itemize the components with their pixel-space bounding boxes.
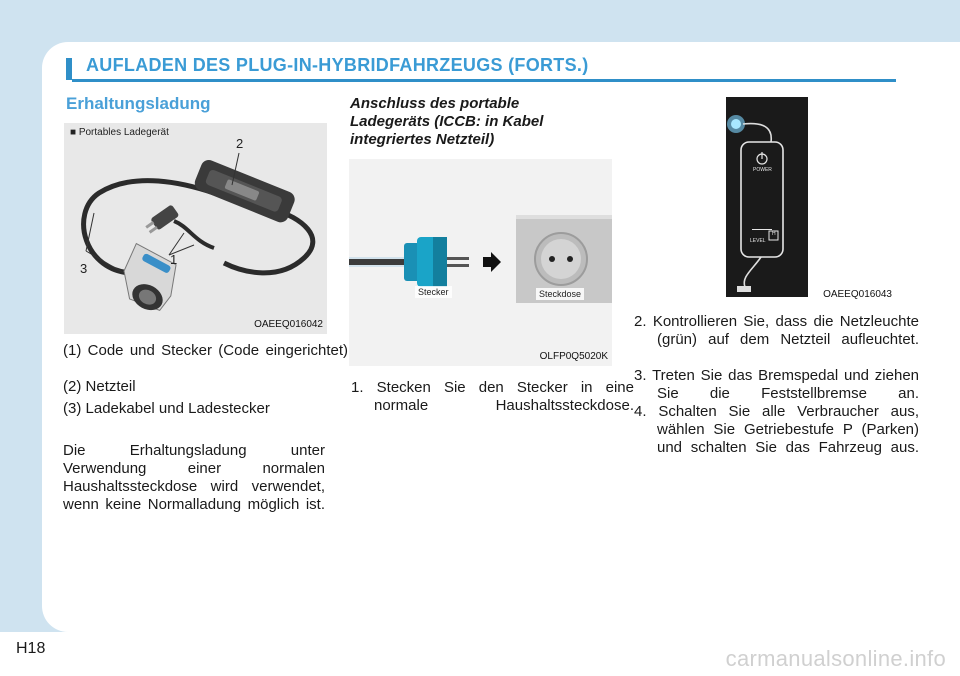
charger-illustration [64,123,327,334]
label-level: LEVEL [750,238,766,244]
figure-caption: ■ Portables Ladegerät [70,127,169,138]
col1-paragraph: Die Erhaltungsladung unter Verwendung einer normalen Haushaltssteckdose wird verwendet, wenn keine Normalladung möglich ist. [63,442,325,513]
label-mark: H [772,231,776,237]
legend-num: (3) [63,400,82,417]
legend-text: Code und Stecker (Code eingerichtet) [87,342,349,359]
charger-box-illustration [633,97,896,304]
step-text: Schalten Sie alle Verbraucher aus, wählen Sie Getriebestufe P (Parken) und schalten Sie das Fahrzeug aus. [657,403,919,456]
callout-3: 3 [80,261,88,276]
legend-item-2 [63,378,325,396]
step-4 [634,403,919,457]
legend-item-3 [63,400,325,418]
step-text: Stecken Sie den Stecker in eine normale Haushaltssteckdose. [374,379,634,414]
step-3 [634,367,919,403]
figure-code: OAEEQ016042 [254,319,323,330]
label-plug: Stecker [415,286,452,298]
title-accent-bar [66,58,72,80]
step-num: 4. [634,403,647,420]
col2-heading: Anschluss des portable Ladegeräts (ICCB: in Kabel integriertes Netzteil) [350,95,544,148]
step-1 [351,379,634,415]
legend-item-1 [63,342,348,360]
step-num: 1. [351,379,364,396]
figure-code: OLFP0Q5020K [539,351,608,362]
figure-charger-box [633,97,896,304]
label-socket: Steckdose [536,288,584,300]
plug-socket-illustration [349,159,612,366]
step-2 [634,313,919,349]
watermark-url: carmanualsonline.info [725,646,946,671]
step-text: Treten Sie das Bremspedal und ziehen Sie die Feststellbremse an. [652,367,920,402]
legend-num: (2) [63,378,82,395]
callout-1: 1 [170,252,178,267]
step-num: 3. [634,367,647,384]
title-underline [72,79,896,82]
figure-plug-socket [349,159,612,366]
callout-2: 2 [236,136,244,151]
step-text: Kontrollieren Sie, dass die Netzleuchte (grün) auf dem Netzteil aufleuchtet. [652,313,919,348]
step-num: 2. [634,313,647,330]
figure-code: OAEEQ016043 [823,289,892,300]
legend-text: Netzteil [85,378,136,395]
page-number: H18 [16,640,46,657]
figure-portable-charger [64,123,327,334]
section-title: AUFLADEN DES PLUG-IN-HYBRIDFAHRZEUGS (FORTS.) [86,55,589,75]
legend-text: Ladekabel und Ladestecker [85,400,270,417]
legend-num: (1) [63,342,82,359]
label-power: POWER [753,167,772,173]
col1-heading: Erhaltungsladung [66,94,211,113]
